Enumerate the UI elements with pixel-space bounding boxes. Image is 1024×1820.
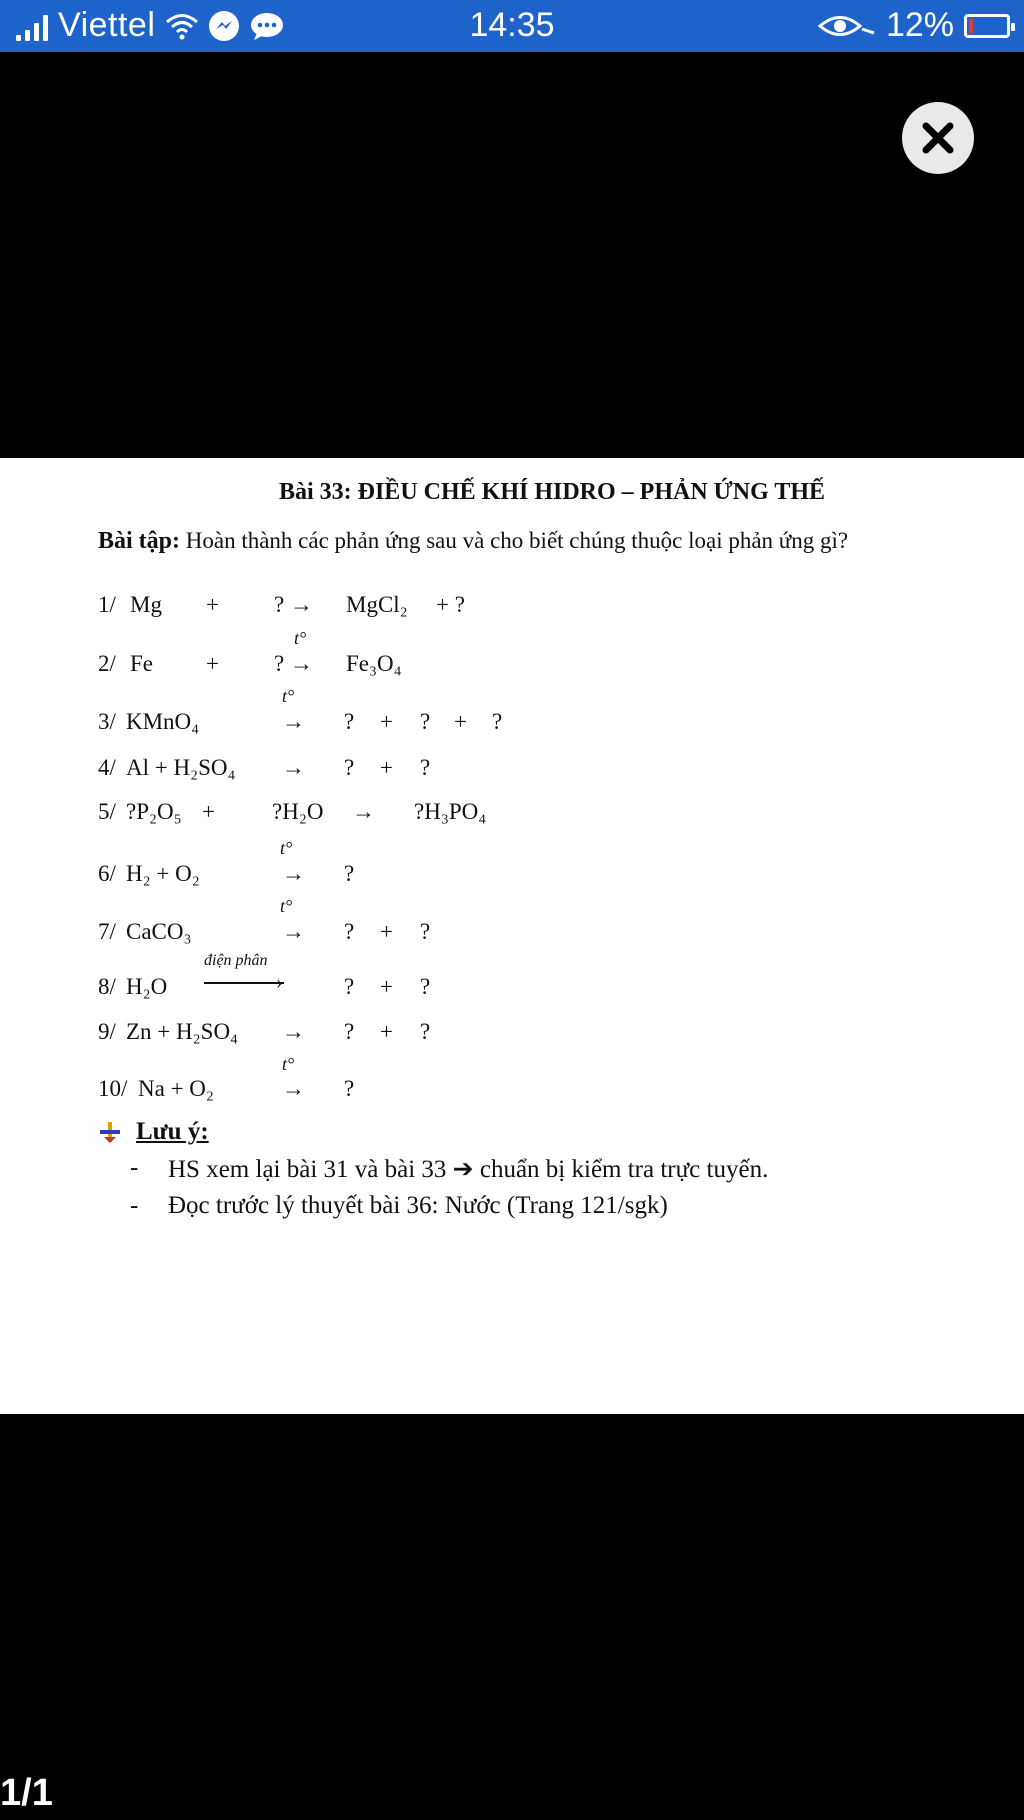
heat-condition: t° xyxy=(280,838,293,858)
reaction-term: ? xyxy=(344,755,355,780)
reaction-number: 2/ xyxy=(98,651,116,676)
note-heading xyxy=(98,1118,209,1146)
reaction-number: 9/ xyxy=(98,1019,116,1044)
electrolysis-condition: điện phân xyxy=(204,952,268,969)
carrier-name: Viettel xyxy=(58,6,156,44)
reaction-number: 1/ xyxy=(98,592,116,617)
reaction-term: ? xyxy=(344,861,355,886)
reaction-term: → xyxy=(282,755,305,780)
reaction-number: 4/ xyxy=(98,755,116,780)
reaction-term: + ? xyxy=(436,592,465,617)
bullet-arrow-icon xyxy=(98,1120,122,1144)
battery-percent: 12% xyxy=(885,6,954,44)
close-icon xyxy=(919,119,957,157)
reaction-term: Fe xyxy=(130,651,153,676)
reaction-term: ?P₂O₅ xyxy=(126,799,182,824)
reaction-term: ? xyxy=(344,974,355,999)
reaction-term: ? xyxy=(344,1076,355,1101)
reaction-term: Mg xyxy=(130,592,162,617)
reaction-term: Fe₃O₄ xyxy=(346,651,402,676)
status-bar-right xyxy=(816,6,1010,45)
page-counter: 1/1 xyxy=(0,1772,53,1814)
reaction-term: ? xyxy=(492,709,503,734)
reaction-number: 8/ xyxy=(98,974,116,999)
reaction-number: 5/ xyxy=(98,799,116,824)
reaction-term: + xyxy=(206,592,219,617)
reaction-term: → xyxy=(282,1076,305,1101)
reaction-term: MgCl₂ xyxy=(346,592,408,617)
battery-level xyxy=(969,19,973,33)
reaction-term: H₂O xyxy=(126,974,168,999)
reaction-term: + xyxy=(380,709,393,734)
reaction-term: H₂ + O₂ xyxy=(126,861,200,886)
reaction-term: → xyxy=(352,799,375,824)
reaction-term: ?H₃PO₄ xyxy=(414,799,487,824)
note-dash: - xyxy=(130,1192,139,1219)
note-text: HS xem lại bài 31 và bài 33 ➔ chuẩn bị kiểm tra trực tuyến. xyxy=(168,1156,769,1183)
reaction-term: ? → xyxy=(274,651,313,676)
reaction-number: 10/ xyxy=(98,1076,128,1101)
battery-icon xyxy=(964,14,1010,38)
reaction-term: + xyxy=(454,709,467,734)
reaction-term: → xyxy=(282,861,305,886)
note-dash: - xyxy=(130,1154,139,1181)
status-bar xyxy=(0,0,1024,52)
reaction-term: ? xyxy=(420,709,431,734)
reaction-term: Al + H₂SO₄ xyxy=(126,755,236,780)
note-label: Lưu ý: xyxy=(136,1118,209,1145)
reaction-term: ? → xyxy=(274,592,313,617)
assignment-label: Bài tập: xyxy=(98,528,181,554)
reaction-term: ? xyxy=(420,755,431,780)
reaction-term: → xyxy=(282,1019,305,1044)
long-arrow-line xyxy=(204,982,284,984)
long-arrow-head: › xyxy=(276,971,283,993)
status-time: 14:35 xyxy=(469,6,555,44)
reaction-term: → xyxy=(282,919,305,944)
assignment-line xyxy=(98,528,848,555)
reaction-term: + xyxy=(202,799,215,824)
reaction-term: ? xyxy=(420,919,431,944)
reaction-term: + xyxy=(380,755,393,780)
eye-icon xyxy=(816,11,876,41)
heat-condition: t° xyxy=(282,686,295,706)
heat-condition: t° xyxy=(280,896,293,916)
reaction-number: 3/ xyxy=(98,709,116,734)
reaction-term: + xyxy=(380,919,393,944)
document-page xyxy=(0,458,1024,1414)
close-button[interactable] xyxy=(902,102,974,174)
reaction-term: → xyxy=(282,709,305,734)
reaction-term: ?H₂O xyxy=(272,799,324,824)
reaction-term: + xyxy=(206,651,219,676)
heat-condition: t° xyxy=(282,1054,295,1074)
reaction-term: + xyxy=(380,974,393,999)
reaction-term: ? xyxy=(344,919,355,944)
heat-condition: t° xyxy=(294,628,307,648)
note-text: Đọc trước lý thuyết bài 36: Nước (Trang 121/sgk) xyxy=(168,1192,668,1219)
reaction-term: KMnO₄ xyxy=(126,709,200,734)
page-title: Bài 33: ĐIỀU CHẾ KHÍ HIDRO – PHẢN ỨNG THẾ xyxy=(278,479,826,505)
reaction-term: ? xyxy=(344,709,355,734)
assignment-text: Hoàn thành các phản ứng sau và cho biết chúng thuộc loại phản ứng gì? xyxy=(185,528,849,553)
reaction-term: ? xyxy=(420,1019,431,1044)
reaction-term: CaCO₃ xyxy=(126,919,192,944)
reaction-term: Zn + H₂SO₄ xyxy=(126,1019,239,1044)
reaction-number: 6/ xyxy=(98,861,116,886)
reaction-term: ? xyxy=(420,974,431,999)
reaction-term: Na + O₂ xyxy=(138,1076,214,1101)
reaction-term: + xyxy=(380,1019,393,1044)
reaction-term: ? xyxy=(344,1019,355,1044)
reaction-number: 7/ xyxy=(98,919,116,944)
